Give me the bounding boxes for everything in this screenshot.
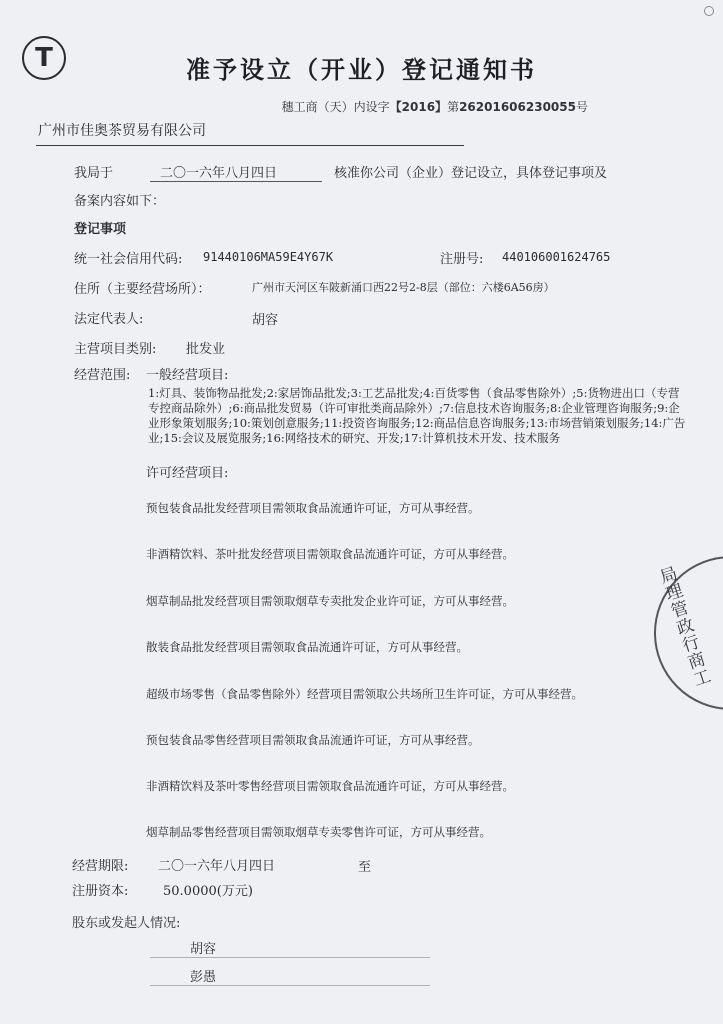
intro-text-line2: 备案内容如下： [74,194,166,209]
shareholders-label: 股东或发起人情况: [72,916,181,931]
approval-date-underline [150,181,322,182]
legal-rep-value: 胡容 [252,313,279,328]
scope-label: 经营范围: [74,368,131,383]
main-category-label: 主营项目类别: [74,342,157,357]
company-underline [36,145,464,146]
licensed-item: 散装食品批发经营项目需领取食品流通许可证，方可从事经营。 [146,640,468,654]
main-category-value: 批发业 [186,342,226,357]
intro-text-line1: 核准你公司（企业）登记设立，具体登记事项及 [334,166,608,181]
term-to: 至 [358,860,372,875]
licensed-scope-label: 许可经营项目: [146,466,229,481]
company-name: 广州市佳奥茶贸易有限公司 [38,123,206,139]
reg-no-label: 注册号: [440,252,484,267]
shareholder-divider [150,957,430,958]
general-scope-label: 一般经营项目: [146,368,229,383]
licensed-item: 非酒精饮料、茶叶批发经营项目需领取食品流通许可证，方可从事经营。 [146,547,514,561]
licensed-item: 非酒精饮料及茶叶零售经营项目需领取食品流通许可证，方可从事经营。 [146,779,514,793]
licensed-item: 超级市场零售（食品零售除外）经营项目需领取公共场所卫生许可证，方可从事经营。 [146,687,583,701]
credit-code-label: 统一社会信用代码: [74,252,183,267]
intro-prefix: 我局于 [74,166,114,181]
term-start-value: 二〇一六年八月四日 [158,859,276,874]
capital-label: 注册资本: [72,884,129,899]
legal-rep-label: 法定代表人: [74,312,144,327]
document-title: 准予设立（开业）登记通知书 [186,55,537,84]
licensed-item: 烟草制品零售经营项目需领取烟草专卖零售许可证，方可从事经营。 [146,825,491,839]
shareholder-item: 彭愚 [190,970,217,985]
licensed-item: 预包装食品批发经营项目需领取食品流通许可证，方可从事经营。 [146,501,480,515]
term-label: 经营期限: [72,859,129,874]
general-scope-text: 1:灯具、装饰物品批发;2:家居饰品批发;3:工艺品批发;4:百货零售（食品零售除外）;5:货物进出口（专营专控商品除外）;6:商品批发贸易（许可审批类商品除外）;7:信息技术咨询服务;8:企业管理咨询服务;9:企业形象策划服务;10:策划创意服务;11:投资咨询服务;12:商品信息咨询服务;13:市场营销策划服务;14:广告业;15:会议及展览服务;16:网络技术的研究、开发;17:计算机技术开发、技术服务 [148,386,686,445]
document-number: 穗工商（天）内设字【2016】第26201606230055号 [281,100,588,114]
credit-code-value: 91440106MA59E4Y67K [203,250,334,264]
t-circle-logo: T [22,36,66,80]
approval-date: 二〇一六年八月四日 [160,166,278,181]
licensed-item: 预包装食品零售经营项目需领取食品流通许可证，方可从事经营。 [146,733,480,747]
address-label: 住所（主要经营场所）： [74,282,211,297]
shareholder-divider [150,985,430,986]
official-seal-text: 局 理 管 政 行 商 工 [657,563,714,691]
punch-hole-mark [704,6,714,16]
licensed-item: 烟草制品批发经营项目需领取烟草专卖批发企业许可证，方可从事经营。 [146,594,514,608]
reg-no-value: 440106001624765 [502,250,611,264]
section-title: 登记事项 [74,222,127,237]
capital-value: 50.0000(万元) [163,884,253,899]
address-value: 广州市天河区车陂新涌口西22号2-8层（部位：六楼6A56房） [252,281,555,294]
shareholder-item: 胡容 [190,942,217,957]
